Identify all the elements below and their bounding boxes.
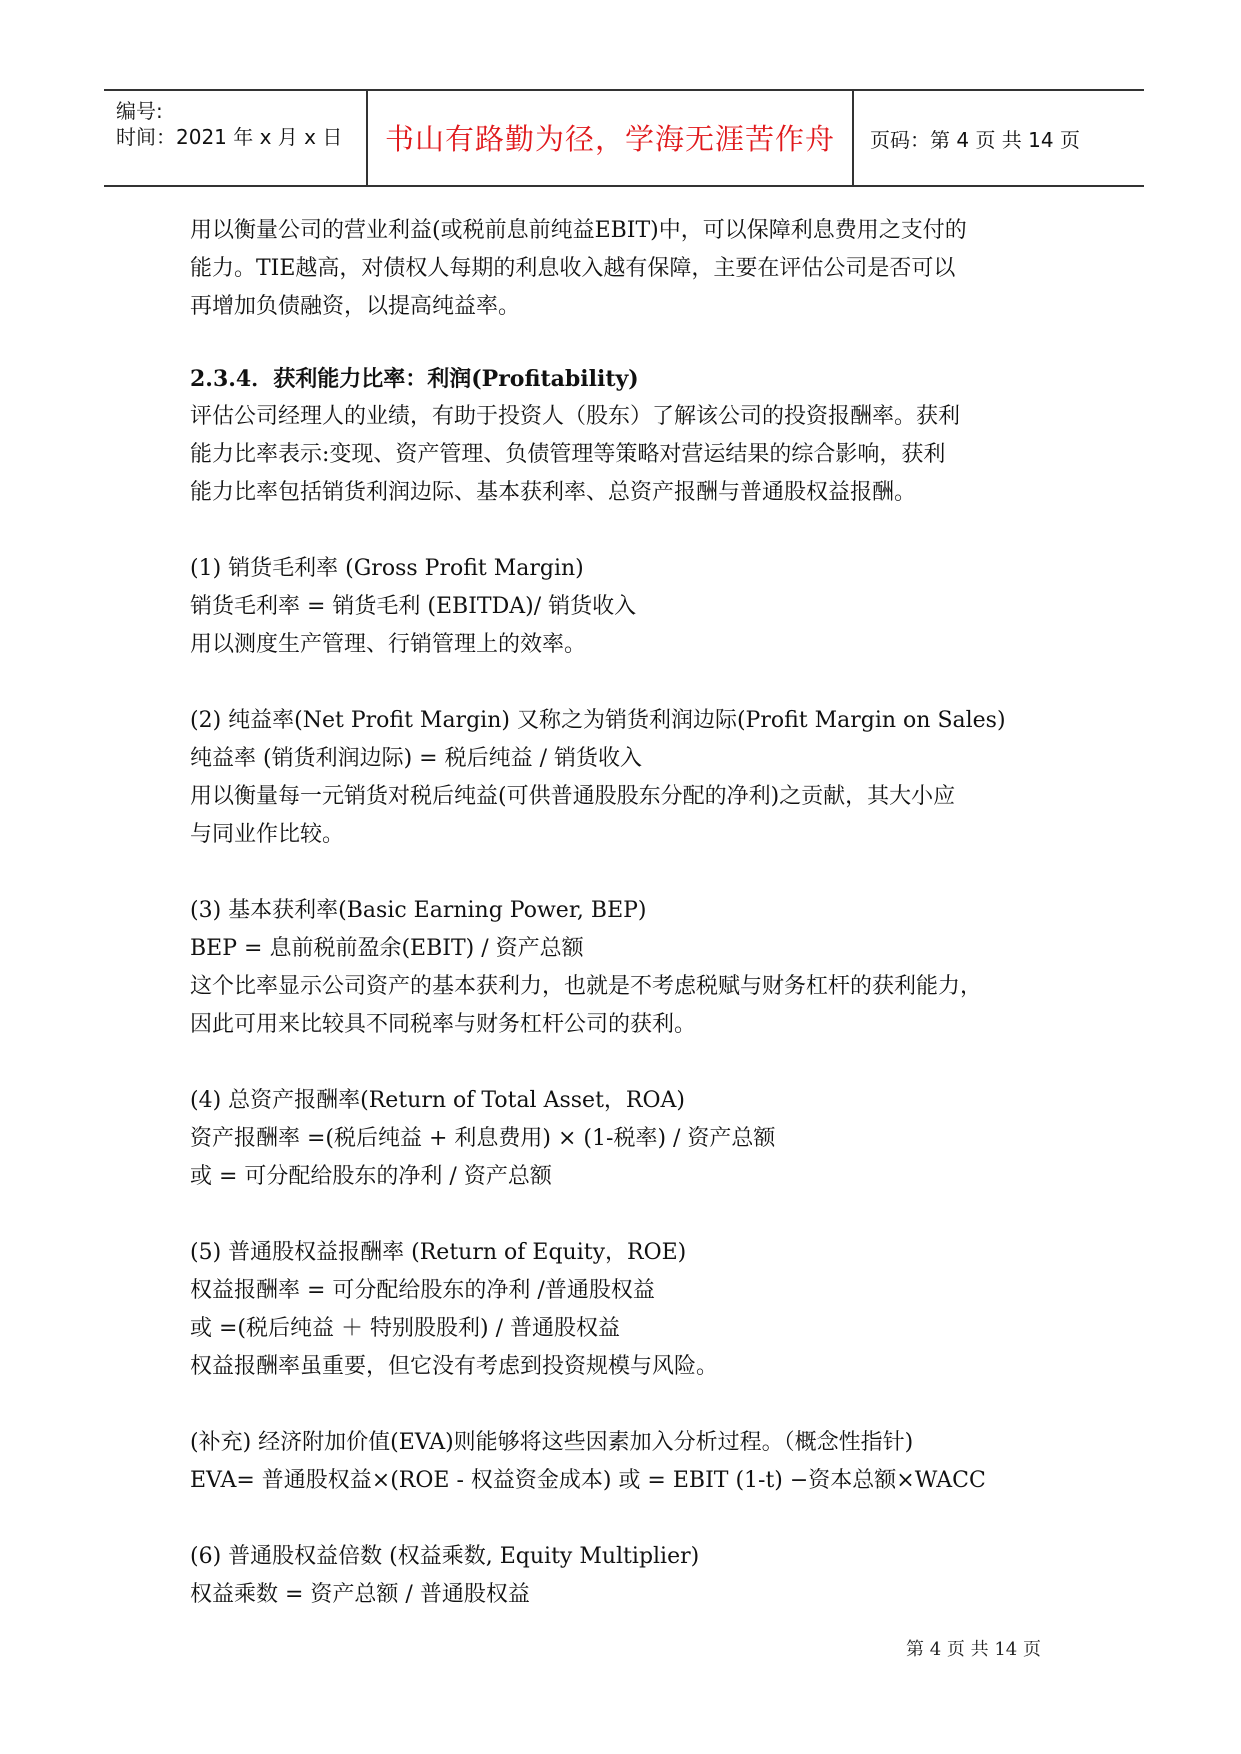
item-title: (5) 普通股权益报酬率 (Return of Equity，ROE) [190, 1240, 687, 1265]
item-description: 用以测度生产管理、行销管理上的效率。 [190, 632, 587, 657]
item-title: (1) 销货毛利率 (Gross Profit Margin) [190, 556, 584, 581]
header-page-cell [854, 91, 1144, 185]
supplement-eva [190, 1424, 1060, 1500]
item-formula: 或 = 可分配给股东的净利 / 资产总额 [190, 1164, 552, 1189]
header-motto: 书山有路勤为径，学海无涯苦作舟 [384, 122, 835, 156]
header-motto-cell [368, 91, 854, 185]
page-header [104, 89, 1144, 187]
ratio-item-roa [190, 1082, 1060, 1196]
header-meta-cell [104, 91, 368, 185]
item-formula: 权益报酬率 = 可分配给股东的净利 /普通股权益 [190, 1278, 655, 1303]
item-formula: BEP = 息前税前盈余(EBIT) / 资产总额 [190, 936, 584, 961]
paragraph-line: 用以衡量公司的营业利益(或税前息前纯益EBIT)中，可以保障利息费用之支付的 [190, 218, 967, 243]
item-formula: 权益乘数 = 资产总额 / 普通股权益 [190, 1582, 530, 1607]
item-title: (3) 基本获利率(Basic Earning Power, BEP) [190, 898, 647, 923]
ratio-item-gross-profit-margin [190, 550, 1060, 664]
item-description: 权益报酬率虽重要，但它没有考虑到投资规模与风险。 [190, 1354, 719, 1379]
item-formula: 纯益率 (销货利润边际) = 税后纯益 / 销货收入 [190, 746, 642, 771]
section-paragraph [190, 398, 1060, 512]
item-formula: 销货毛利率 = 销货毛利 (EBITDA)/ 销货收入 [190, 594, 637, 619]
item-title: (2) 纯益率(Net Profit Margin) 又称之为销货利润边际(Profit Margin on Sales) [190, 708, 1006, 733]
item-description: 因此可用来比较具不同税率与财务杠杆公司的获利。 [190, 1012, 697, 1037]
paragraph-line: 能力比率表示:变现、资产管理、负债管理等策略对营运结果的综合影响，获利 [190, 442, 946, 467]
document-body [190, 212, 1060, 1614]
document-number-label: 编号: [116, 99, 163, 123]
item-formula: EVA= 普通股权益×(ROE - 权益资金成本) 或 = EBIT (1-t) −资本总额×WACC [190, 1468, 986, 1493]
ratio-item-basic-earning-power [190, 892, 1060, 1044]
ratio-item-equity-multiplier [190, 1538, 1060, 1614]
item-title: (4) 总资产报酬率(Return of Total Asset，ROA) [190, 1088, 685, 1113]
ratio-item-roe [190, 1234, 1060, 1386]
item-title: (补充) 经济附加价值(EVA)则能够将这些因素加入分析过程。（概念性指针) [190, 1430, 914, 1455]
item-description: 与同业作比较。 [190, 822, 345, 847]
item-description: 用以衡量每一元销货对税后纯益(可供普通股股东分配的净利)之贡献，其大小应 [190, 784, 956, 809]
page-footer: 第 4 页 共 14 页 [906, 1639, 1041, 1660]
ratio-item-net-profit-margin [190, 702, 1060, 854]
section-heading: 2.3.4．获利能力比率：利润(Profitability) [190, 366, 639, 392]
paragraph-line: 能力比率包括销货利润边际、基本获利率、总资产报酬与普通股权益报酬。 [190, 480, 917, 505]
paragraph-line: 再增加负债融资，以提高纯益率。 [190, 294, 521, 319]
item-formula: 资产报酬率 =(税后纯益 + 利息费用) × (1-税率) / 资产总额 [190, 1126, 776, 1151]
paragraph-line: 评估公司经理人的业绩，有助于投资人（股东）了解该公司的投资报酬率。获利 [190, 404, 961, 429]
item-formula: 或 =(税后纯益 ＋ 特别股股利) / 普通股权益 [190, 1316, 620, 1341]
document-time-label: 时间：2021 年 x 月 x 日 [116, 125, 343, 149]
item-description: 这个比率显示公司资产的基本获利力，也就是不考虑税赋与财务杠杆的获利能力， [190, 974, 983, 999]
item-title: (6) 普通股权益倍数 (权益乘数, Equity Multiplier) [190, 1544, 700, 1569]
header-page-number: 页码：第 4 页 共 14 页 [870, 128, 1080, 152]
intro-paragraph [190, 212, 1060, 326]
paragraph-line: 能力。TIE越高，对债权人每期的利息收入越有保障，主要在评估公司是否可以 [190, 256, 956, 281]
